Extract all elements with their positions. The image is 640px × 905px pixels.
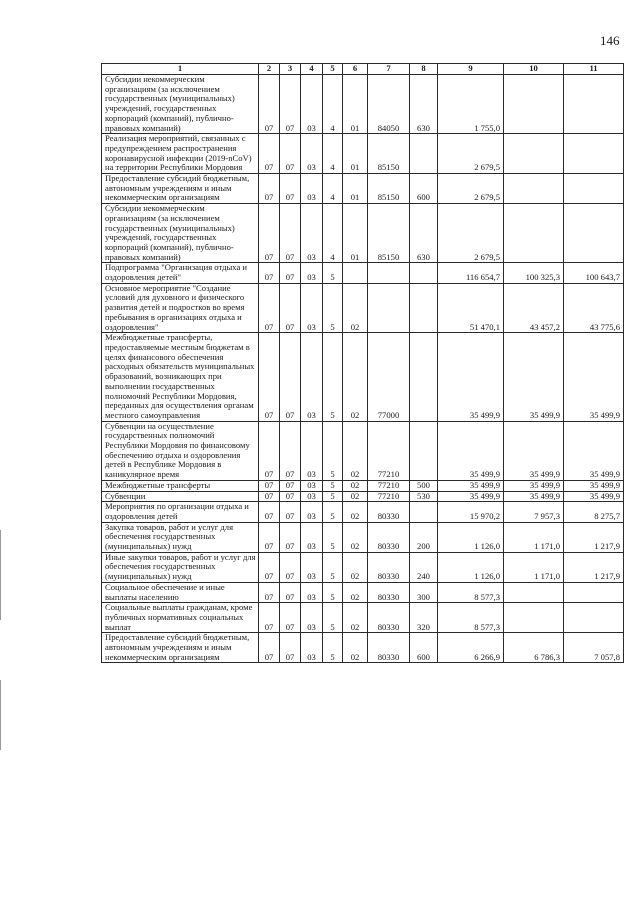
row-value-cell: 01 (343, 204, 368, 263)
row-value-cell (564, 174, 624, 204)
row-value-cell: 01 (343, 174, 368, 204)
column-header: 1 (102, 64, 259, 75)
column-header: 9 (438, 64, 504, 75)
row-value-cell: 07 (259, 204, 280, 263)
row-name-cell: Субвенции на осуществление государственных полномочий Республики Мордовия по финансовому обеспечению отдыха и оздоровления детей в Республике Мордовия в каникулярное время (102, 421, 259, 480)
table-row (102, 283, 624, 333)
column-header: 11 (564, 64, 624, 75)
row-value-cell: 07 (259, 522, 280, 552)
row-name-cell: Предоставление субсидий бюджетным, автономным учреждениям и иным некоммерческим организациям (102, 633, 259, 663)
row-value-cell: 43 457,2 (504, 283, 564, 333)
row-value-cell: 5 (323, 480, 343, 491)
row-value-cell: 01 (343, 134, 368, 174)
row-name-cell: Иные закупки товаров, работ и услуг для обеспечения государственных (муниципальных) нужд (102, 552, 259, 582)
table-row (102, 480, 624, 491)
row-name-cell: Межбюджетные трансферты, предоставляемые местным бюджетам в целях финансового обеспечения расходных обязательств муниципальных образований, возникающих при выполнении государственных полномочий Республики Мордовия, переданных для осуществления органам местного самоуправления (102, 333, 259, 421)
row-value-cell (564, 75, 624, 134)
row-value-cell: 7 957,3 (504, 502, 564, 522)
row-name-cell: Мероприятия по организации отдыха и оздоровления детей (102, 502, 259, 522)
header-row (102, 64, 624, 75)
table-row (102, 204, 624, 263)
row-value-cell: 07 (259, 174, 280, 204)
row-value-cell: 07 (259, 333, 280, 421)
table-row (102, 333, 624, 421)
row-value-cell: 116 654,7 (438, 263, 504, 283)
row-value-cell: 35 499,9 (438, 480, 504, 491)
row-name-cell: Закупка товаров, работ и услуг для обеспечения государственных (муниципальных) нужд (102, 522, 259, 552)
row-name-cell: Социальное обеспечение и иные выплаты населению (102, 582, 259, 602)
row-value-cell: 03 (301, 633, 323, 663)
table-row (102, 263, 624, 283)
row-value-cell: 80330 (368, 582, 410, 602)
row-value-cell: 77000 (368, 333, 410, 421)
row-value-cell (410, 502, 438, 522)
row-value-cell: 02 (343, 421, 368, 480)
row-value-cell (410, 263, 438, 283)
table-row (102, 75, 624, 134)
row-value-cell: 07 (259, 283, 280, 333)
row-value-cell: 500 (410, 480, 438, 491)
row-value-cell: 02 (343, 283, 368, 333)
row-value-cell (410, 283, 438, 333)
row-value-cell (564, 204, 624, 263)
scan-edge-mark (0, 530, 1, 620)
row-value-cell (504, 174, 564, 204)
column-header: 7 (368, 64, 410, 75)
column-header: 2 (259, 64, 280, 75)
row-value-cell: 03 (301, 480, 323, 491)
row-value-cell: 02 (343, 633, 368, 663)
row-value-cell: 4 (323, 134, 343, 174)
row-value-cell: 03 (301, 75, 323, 134)
row-value-cell: 35 499,9 (438, 421, 504, 480)
row-name-cell: Социальные выплаты гражданам, кроме публичных нормативных социальных выплат (102, 603, 259, 633)
row-value-cell: 07 (259, 502, 280, 522)
row-value-cell: 5 (323, 522, 343, 552)
row-value-cell (564, 134, 624, 174)
row-value-cell: 1 171,0 (504, 522, 564, 552)
row-value-cell (504, 134, 564, 174)
row-value-cell: 6 266,9 (438, 633, 504, 663)
row-value-cell: 07 (280, 263, 301, 283)
row-name-cell: Межбюджетные трансферты (102, 480, 259, 491)
column-header: 10 (504, 64, 564, 75)
row-value-cell: 07 (259, 633, 280, 663)
table-row (102, 421, 624, 480)
row-value-cell: 07 (280, 174, 301, 204)
row-value-cell: 77210 (368, 421, 410, 480)
row-value-cell: 03 (301, 134, 323, 174)
row-value-cell: 03 (301, 552, 323, 582)
row-value-cell: 07 (280, 603, 301, 633)
row-value-cell: 35 499,9 (504, 333, 564, 421)
row-value-cell: 07 (259, 421, 280, 480)
table-row (102, 522, 624, 552)
row-value-cell: 35 499,9 (504, 491, 564, 502)
row-value-cell: 03 (301, 263, 323, 283)
row-value-cell: 07 (280, 480, 301, 491)
row-value-cell: 07 (259, 603, 280, 633)
row-value-cell: 02 (343, 502, 368, 522)
row-value-cell: 8 577,3 (438, 603, 504, 633)
row-value-cell: 07 (280, 582, 301, 602)
row-value-cell: 07 (280, 204, 301, 263)
table-row (102, 603, 624, 633)
column-header: 6 (343, 64, 368, 75)
row-value-cell: 07 (280, 522, 301, 552)
row-value-cell: 5 (323, 491, 343, 502)
row-value-cell: 5 (323, 283, 343, 333)
row-value-cell: 5 (323, 603, 343, 633)
row-value-cell: 02 (343, 522, 368, 552)
row-value-cell: 07 (280, 134, 301, 174)
row-value-cell: 530 (410, 491, 438, 502)
row-value-cell: 8 577,3 (438, 582, 504, 602)
column-header: 4 (301, 64, 323, 75)
row-value-cell: 07 (280, 421, 301, 480)
row-value-cell: 43 775,6 (564, 283, 624, 333)
row-value-cell (504, 204, 564, 263)
scan-edge-mark (0, 680, 1, 750)
row-value-cell: 35 499,9 (564, 333, 624, 421)
row-value-cell: 320 (410, 603, 438, 633)
row-name-cell: Субсидии некоммерческим организациям (за исключением государственных (муниципальных) учреждений, государственных корпораций (компаний), публично-правовых компаний) (102, 204, 259, 263)
row-value-cell: 07 (280, 502, 301, 522)
row-value-cell: 2 679,5 (438, 134, 504, 174)
page-number: 146 (600, 33, 620, 48)
row-value-cell: 5 (323, 333, 343, 421)
row-value-cell: 07 (280, 491, 301, 502)
row-value-cell: 01 (343, 75, 368, 134)
row-value-cell: 5 (323, 421, 343, 480)
row-value-cell: 80330 (368, 552, 410, 582)
row-value-cell: 35 499,9 (438, 491, 504, 502)
row-value-cell (504, 75, 564, 134)
row-value-cell: 03 (301, 421, 323, 480)
row-value-cell: 03 (301, 491, 323, 502)
row-value-cell: 1 126,0 (438, 552, 504, 582)
row-value-cell: 8 275,7 (564, 502, 624, 522)
row-value-cell: 77210 (368, 491, 410, 502)
row-value-cell: 02 (343, 552, 368, 582)
row-value-cell: 07 (259, 491, 280, 502)
row-value-cell: 02 (343, 582, 368, 602)
table-row (102, 134, 624, 174)
row-value-cell: 07 (280, 552, 301, 582)
row-value-cell: 02 (343, 333, 368, 421)
table-row (102, 633, 624, 663)
row-name-cell: Реализация мероприятий, связанных с предупреждением распространения коронавирусной инфекции (2019-nCoV) на территории Республики Мордовия (102, 134, 259, 174)
row-value-cell: 100 325,3 (504, 263, 564, 283)
row-value-cell: 2 679,5 (438, 174, 504, 204)
row-name-cell: Основное мероприятие "Создание условий для духовного и физического развития детей и подростков во время пребывания в организациях отдыха и оздоровления" (102, 283, 259, 333)
table-row (102, 174, 624, 204)
row-value-cell: 07 (280, 333, 301, 421)
row-value-cell: 07 (259, 582, 280, 602)
row-value-cell: 6 786,3 (504, 633, 564, 663)
row-value-cell (564, 582, 624, 602)
row-value-cell: 240 (410, 552, 438, 582)
row-value-cell: 03 (301, 204, 323, 263)
row-value-cell: 07 (259, 552, 280, 582)
table-row (102, 582, 624, 602)
column-header: 5 (323, 64, 343, 75)
column-header: 3 (280, 64, 301, 75)
row-value-cell: 03 (301, 582, 323, 602)
row-value-cell: 51 470,1 (438, 283, 504, 333)
row-value-cell: 03 (301, 174, 323, 204)
row-value-cell: 85150 (368, 204, 410, 263)
row-value-cell: 85150 (368, 174, 410, 204)
row-value-cell: 4 (323, 174, 343, 204)
row-value-cell: 35 499,9 (504, 421, 564, 480)
row-value-cell: 35 499,9 (564, 480, 624, 491)
row-value-cell: 02 (343, 603, 368, 633)
row-value-cell: 600 (410, 633, 438, 663)
row-value-cell: 5 (323, 502, 343, 522)
row-value-cell: 03 (301, 603, 323, 633)
row-value-cell: 03 (301, 283, 323, 333)
row-value-cell: 07 (259, 134, 280, 174)
row-value-cell: 03 (301, 333, 323, 421)
row-value-cell: 5 (323, 552, 343, 582)
row-value-cell: 630 (410, 75, 438, 134)
row-value-cell: 200 (410, 522, 438, 552)
row-value-cell: 5 (323, 582, 343, 602)
row-value-cell: 1 171,0 (504, 552, 564, 582)
row-value-cell: 80330 (368, 502, 410, 522)
row-value-cell: 07 (259, 75, 280, 134)
row-value-cell: 85150 (368, 134, 410, 174)
row-value-cell: 4 (323, 204, 343, 263)
row-value-cell: 2 679,5 (438, 204, 504, 263)
row-value-cell (410, 333, 438, 421)
row-name-cell: Субсидии некоммерческим организациям (за исключением государственных (муниципальных) учреждений, государственных корпораций (компаний), публично-правовых компаний) (102, 75, 259, 134)
row-value-cell: 07 (280, 633, 301, 663)
row-value-cell (504, 582, 564, 602)
row-value-cell: 7 057,8 (564, 633, 624, 663)
row-value-cell (504, 603, 564, 633)
row-name-cell: Субвенции (102, 491, 259, 502)
row-value-cell: 84050 (368, 75, 410, 134)
row-value-cell (564, 603, 624, 633)
row-value-cell (368, 263, 410, 283)
row-value-cell (343, 263, 368, 283)
row-value-cell: 600 (410, 174, 438, 204)
row-value-cell: 03 (301, 502, 323, 522)
row-value-cell: 07 (259, 480, 280, 491)
row-value-cell: 02 (343, 480, 368, 491)
row-value-cell: 5 (323, 263, 343, 283)
row-value-cell: 1 217,9 (564, 522, 624, 552)
row-value-cell: 630 (410, 204, 438, 263)
row-value-cell: 35 499,9 (564, 491, 624, 502)
row-value-cell: 02 (343, 491, 368, 502)
row-value-cell: 03 (301, 522, 323, 552)
row-value-cell: 1 126,0 (438, 522, 504, 552)
table-row (102, 502, 624, 522)
row-value-cell: 77210 (368, 480, 410, 491)
row-value-cell: 80330 (368, 633, 410, 663)
row-value-cell: 100 643,7 (564, 263, 624, 283)
row-value-cell: 07 (280, 75, 301, 134)
row-name-cell: Предоставление субсидий бюджетным, автономным учреждениям и иным некоммерческим организациям (102, 174, 259, 204)
row-value-cell: 07 (259, 263, 280, 283)
row-value-cell (410, 421, 438, 480)
table-row (102, 552, 624, 582)
row-value-cell (368, 283, 410, 333)
row-value-cell: 5 (323, 633, 343, 663)
row-value-cell: 1 217,9 (564, 552, 624, 582)
row-value-cell: 35 499,9 (438, 333, 504, 421)
budget-table (101, 63, 624, 663)
row-value-cell: 80330 (368, 522, 410, 552)
row-value-cell: 1 755,0 (438, 75, 504, 134)
row-value-cell (410, 134, 438, 174)
table-row (102, 491, 624, 502)
column-header: 8 (410, 64, 438, 75)
row-value-cell: 300 (410, 582, 438, 602)
row-value-cell: 80330 (368, 603, 410, 633)
row-value-cell: 07 (280, 283, 301, 333)
row-value-cell: 15 970,2 (438, 502, 504, 522)
row-value-cell: 35 499,9 (504, 480, 564, 491)
row-value-cell: 35 499,9 (564, 421, 624, 480)
row-value-cell: 4 (323, 75, 343, 134)
row-name-cell: Подпрограмма "Организация отдыха и оздоровления детей" (102, 263, 259, 283)
